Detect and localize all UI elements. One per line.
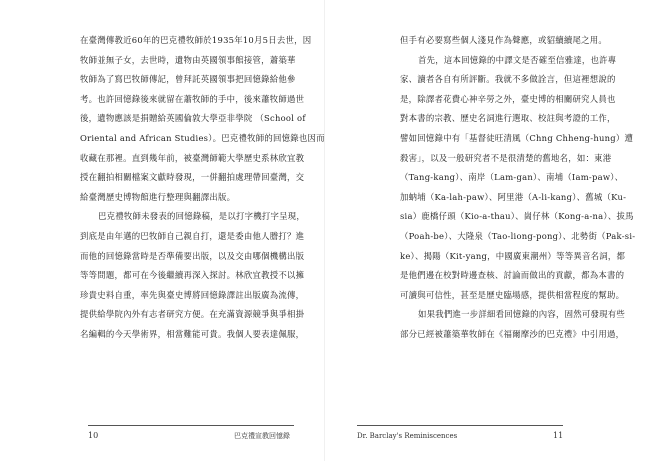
text-line: （Poah-be）、大隆泉（Tao-liong-pong）、北勢街（Pak-si- — [400, 230, 636, 241]
text-line: 等等問題，都可在今後繼續再深入探討。林欣宜教授不以擁 — [80, 270, 305, 281]
text-line: 後，遺物應該是捐贈給英國倫敦大學亞非學院 （School of — [80, 113, 306, 124]
running-title: Dr. Barclay's Reminiscences — [357, 432, 458, 440]
text-line: 授在翻拍相關檔案文獻時發現，一併翻拍處理帶回臺灣，交 — [80, 172, 305, 183]
text-line: 牧師並無子女，去世時，遺物由英國領事館接管，蕭築華 — [80, 54, 296, 65]
page-number: 10 — [88, 431, 99, 440]
text-line: 是，除譯者花費心神辛勞之外，臺史博的相關研究人員也 — [400, 93, 616, 104]
text-line: 家、讀者各自有所評斷。我就不多做詮言，但這裡想說的 — [400, 74, 616, 85]
text-line: 加蚋埔（Ka-lah-paw）、阿里港（A-li-kang）、舊城（Ku- — [400, 191, 627, 202]
text-line: 給臺灣歷史博物館進行整理與翻譯出版。 — [80, 191, 236, 202]
left-page-footer — [0, 425, 325, 447]
text-line: 而他的回憶錄當時是否準備要出版，以及交由哪個機構出版 — [80, 250, 305, 261]
text-line: 但手有必要寫些個人淺見作為聲應，或貂續續尾之用。 — [400, 35, 607, 45]
text-line: 首先，這本回憶錄的中譯文是否確至信雅達，也許專 — [418, 54, 617, 65]
text-line: 如果我們進一步詳細看回憶錄的內容，固然可發現有些 — [418, 309, 625, 320]
footer-rule — [88, 425, 294, 426]
text-line: 巴克禮牧師未發表的回憶錄稿，是以打字機打字呈現， — [98, 211, 305, 222]
text-line: 珍貴史料自重，率先與臺史博將回憶錄譯註出版廣為流傳， — [80, 289, 305, 300]
text-line: 對本書的宗教、歷史名詞進行選取、校註與考證的工作， — [400, 113, 616, 124]
text-line: （Tang-kang）、南岸（Lam-gan）、南埔（Iam-paw）、 — [400, 172, 624, 183]
left-page-body — [80, 31, 325, 345]
text-line: 收藏在那裡。直到幾年前，被臺灣師範大學歷史系林欣宜教 — [80, 152, 305, 163]
text-line: 是他們邊在校對時邊查核、討論而做出的貢獻，都為本書的 — [400, 270, 625, 281]
text-line: 考。也許回憶錄後來就留在蕭牧師的手中，後來蕭牧師過世 — [80, 93, 305, 104]
text-line: 名編輯的今天學術界，相當難能可貴。我個人要表達佩服， — [80, 328, 305, 339]
text-line: 殺害」，以及一般研究者不是很清楚的舊地名，如：東港 — [400, 152, 612, 163]
running-title: 巴克禮宣教回憶錄 — [234, 432, 290, 440]
text-line: 到底是由年邁的巴牧師自己親自打，還是委由他人謄打？進 — [80, 230, 305, 241]
right-page — [325, 0, 650, 461]
right-page-footer — [325, 425, 650, 447]
text-line: 可讀與可信性，甚至是歷史臨場感，提供相當程度的幫助。 — [400, 289, 625, 300]
text-line: ke）、揭陽（Kit-yang，中國廣東潮州）等等異音名詞，都 — [400, 250, 626, 261]
text-line: sia）鹿橋仔頭（Kio-a-thau）、崗仔林（Kong-a-na）、拔馬 — [400, 211, 634, 222]
footer-rule — [357, 425, 563, 426]
text-line: Oriental and African Studies）。巴克禮牧師的回憶錄也因而 — [80, 132, 325, 143]
text-line: 牧師為了寫巴牧師傳記，曾拜託英國領事把回憶錄給他參 — [80, 74, 296, 85]
right-page-body — [400, 31, 636, 345]
text-line: 譬如回憶錄中有「基督徒旺清風（Chng Chheng-hung）遭 — [400, 132, 634, 143]
text-line: 提供給學院內外有志者研究方便。在充滿資源競爭與爭相掛 — [80, 309, 305, 320]
text-line: 在臺灣傳教近60年的巴克禮牧師於1935年10月5日去世，因 — [80, 35, 312, 45]
page-number: 11 — [553, 431, 564, 440]
text-line: 部分已經被蕭築華牧師在《福爾摩沙的巴克禮》中引用過， — [400, 328, 625, 339]
